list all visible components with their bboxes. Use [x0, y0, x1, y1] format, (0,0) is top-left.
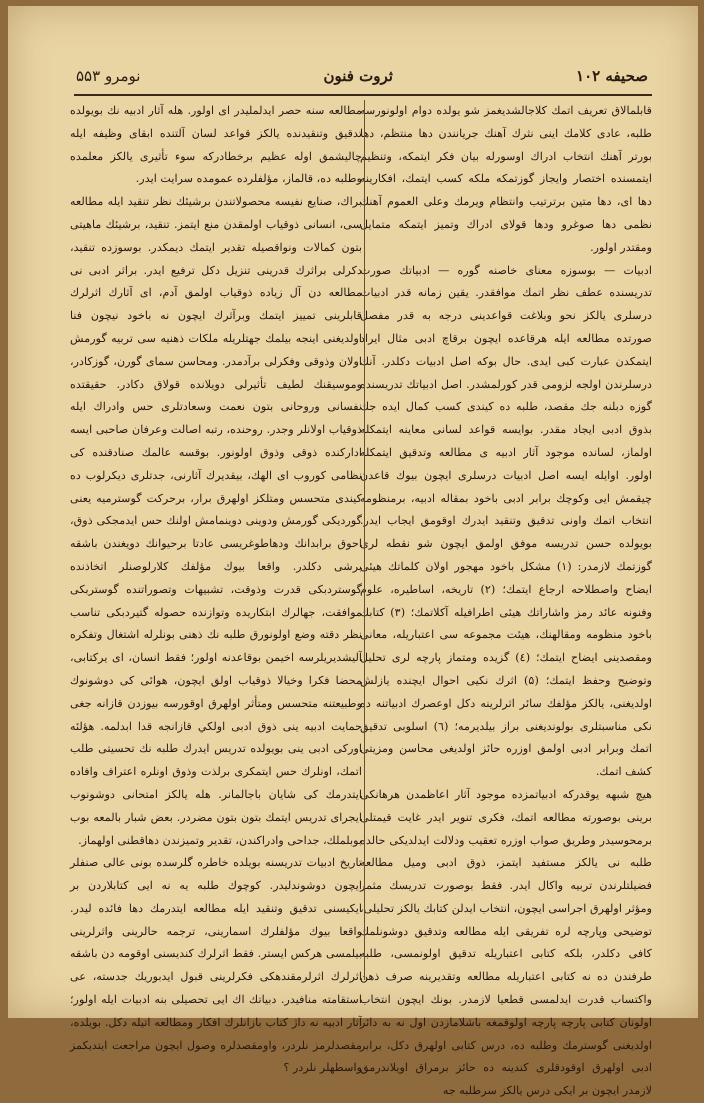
page-number-label: صحيفه ۱۰۲	[576, 67, 648, 85]
text-column-right	[360, 100, 653, 1098]
journal-title: ثروت فنون	[323, 67, 393, 85]
column-divider	[364, 100, 365, 980]
issue-number-label: نومرو ۵۵۳	[76, 67, 141, 85]
paragraph: براك، صنايع نفيسه محصولاتندن برشيئك نظر تنقيد ايله مطالعه سى، انسانى ذوقياب اولمقدن منع ايتمز. تنقيد، برشيئك ماهيتى بتون كمالات ونواقصيله تقدير ايتمك ديمكدر. بوسوزده تنقيد، دكرلى براثرك قدرينى تنزيل دكل ترفيع ايدر. براثر ادبى نى مطالعه دن آل زياده ذوقياب اولمق آدم، اى آثارك اثرلرك قابلرينى تمييز ايتمك وبرآثرك ايچون نه باخود نيچون فنا اولديغنى اينجه بيلمك جهتلريله ملكات ذهنيه سى تربيه گورمش اولان وذوقى وفكرلى برآدمدر. ومحاسن سماى گورن، گوزكادر، وموسيقنك لطيف تأثيرلى دويلانده قولاق دكادر. حقيقتده نفسانى وروحانى بتون نعمت وسعادتلرى حس وادراك ايله ذوقياب اولانلر وجدر. روحنده، رتبه اصالت وعرفان صاحبى ايسه اداركنده ذوقى وذوق اولونور. بوقسه عالمك صنادقنده كى نظامى كوروب اى الهك، بيقديرك آثارنى، جدتلرى ديكرلوب ده كيندى متحسس ومتلكز اولهرق برار، برحركت گوسترميه يعنى گورديكى گورمش ودوينى دوينمامش اولنك حس ايدمجكى ذوق، احوق برابدانك ودهاطوغريسى عادتا برحيوانك دويغندن باشقه برشى دكلدر. واقعا بيوك مؤلفك كلارلوصنلر اتخاذنده گوستردبكى قدرت وذوقت، تشبيهات وتصوراتنده گوستربكى موافقت، جهالرك ابتكاريده وتوازنده حصوله گتيردبكى تناسب نظر دقته وضع اولونورق طلبه نك ذهنى بونلرله اشتغال وتفكره آليشديريلرسه اخيمن بوقاعدنه اولور؛ فقط انسان، اى يركتابى، محضا فكرا وخيالا ذوقياب اولق ايچون، هوائى كى دوشونوك وطبيعتنه متحسس ومتأثر اولهرق اوقورسه بيوزدن قازانه جغى حمايت ادبيه ينى ذوق ادبى اولكي قازانجه قدا ابدلمه. هؤلئه اوركى ادبى ينى بويولده تدريس ايدرك طلبه نك تحسيتى طلب اتمك، اونلرك حس ايتمكرى برلذت وذوق اونلره اعتراف وافاده ايتدرمك كى شايان باجالمانر. هله يالكز امتحانى دوشونوب ايجراى تدريس ايتمك بتون بتون مضردر. بعض شبار بالمعه بوب بوبلملك، جداحى وادراكندن، تقدير وتميزندن دهاقطنى اولهماز.	[70, 195, 362, 847]
header-rule	[74, 94, 652, 96]
paragraph: قابلمالاق تعريف اتمك كلاجالشديغمز شو يولده دوام اولونورسه طلبه، عادى كلامك اينى نثرك آهنك جريانندن دها منتظم، دها بورتر آهنك انتخاب ادراك اوسورله بيان فكر ايتمكه، وتنظيم ايتمسنده اختصار وايجاز گوزتمكه ملكه كسب ايتمك، افكارينه دها اى، دها متين برترتيب وانتظام ويرمك وعلى العموم آهنك نظمى دها صوغرو ودها قولاى ادراك وتميز ايتمكه متمايل ومقتدر اولور.	[360, 104, 652, 254]
paragraph: تاريخ ادبيات تدريسنه بويلده خاطره گلرسده بونى عالى صنفلر ايچون دوشوندليدر. كوچوك طلبه يه نه ايى كتابلاردن بر ايكيسنى تدقيق وتنقيد ايله مطالعه ايتدرمك دها فائده ليدر. واقعا بيوك مؤلفلرك اسمارينى، ترجمه حالرينى واثرلرينى بيلمسى هركس ايستر. فقط اثرلرك كنديسنى اوقومه دن باشقه اثرلرك اثرلرمقندهكى فكرلرينى قبول ايدبوريك جدسته، عى استقامته منافيدر. دبياتك اك ايى تحصيلى بنه ادبيات ايله اولور؛ آثار ادبيه نه داژ كتاب بازانلرك افكار ومطالعه اتيله دكل. بويلده، مقصدلرمز نلردر، واومقصدلره وصول ايچون مراجعت ايتديكمز واسطهلر نلردر ؟	[70, 856, 362, 1075]
paragraph: ادبيات — بوسوزه معناى خاصنه گوره — ادبياتك صورت تدريسنده عطف نظر اتمك موافقدر. يقين زمانه قدر ادبيات درسلرى يالكز نحو وبلاغت قواعدينى درجه به قدر مفصل صورتده مطالعه ايله هرقاعده ايچون برقاچ ادبى مثال ايراد ايتمكدن عبارت كبى ايدى. حال بوكه اصل ادبيات دكلدر. آنك درسلرندن اولجه لزومى قدر كورلمشدر. اصل ادبياتك تدريسنده گوزه دبلنه جك مقصد، طلبه ده كيندى كسب كمال ايده جك بذوق ادبى ايجاد مقدر. بوايسه قواعد لسانى معاينه ايتمكله اولماز، لسانده موجود آثار ادبيه ى مطالعه وتدقيق ايتمكله اولور. اوايله ايسه اصل ادبيات درسلرى ايچون بيوك قاعدن چيقمش ايى وكوچك برابر ادبى باخود بمقاله ادبيه، برمنظومه انتخاب اتمك واونى تدقيق وتنقيد ايدرك اوقومق ايجاب ايدر. بويولده حسن تدريسه موفق اولمق ايچون شو نقطه لرى گوزتمك لازمدر: (۱) مشكل باخود مهجور اولان كلماتك هيئى ايضاح واصطلاحه ارجاع ايتمك؛ (۲) تاريخه، اساطيره، علوم وفنونه عائد رمز واشاراتك هيئى اطرافيله آكلاتمك؛ (۳) كتابك باخود منظومه ومقالهنك، هيئت مجموعه سى اعتباريله، معانى ومقصدينى ايضاح ايتمك؛ (٤) گزيده ومتماز پارچه لرى تحليل وتوضيح وحفظ ايتمك؛ (۵) اثرك نكيى احوال ايچنده يازلش اولديغنى، يالكز مؤلفك سائر اثرلرينه دكل اوعصرك ادبياتنه ده نكى مناسبتلرى بولونديغنى براز بيلديرمه؛ (٦) اسلوبى تدقيق اتمك وبرابر ادبى اولمق اوزره حائز اولديغى محاسن ومزيتى كشف اتمك.	[360, 263, 653, 779]
paragraph: مطالعه سنه حصر ايدلمليدر اى اولور. هله آثار ادبيه نك بويولده تدقيق وتنقيدنده يالكز قواعد لسان آلتنده ابقاى وظيفه ايله چاليشمق اوله عظيم برخطادركه سوء تأثيرى يالكز معلمده وطلبه ده، قالماز، مؤلفلرده عمومده سرايت ايدر.	[70, 104, 362, 186]
paragraph: هيچ شبهه يوقدركه ادبياتمزده موجود آثار اعاظمدن هرهانكى برينى بوصورته مطالعه اتمك، فكرى تنوير ايدر غايت قيمتلى برمحوسيدر وطريق صواب اوزره تعقيب ودلالت ايدلديكى حالده طلبه نى يالكز مستفيد ايتمز، ذوق ادبى وميل مطالعه فضيلتلرندن تربيه واكال ايدر. فقط بوصورت تدريسك مثمر ومؤثر اولهرق اجراسى ايچون، انتخاب ايدلن كتابك يالكز تحليلى، توضيحى وپارچه لره تفريقى ايله مطالعه وتدقيق دوشونلمك كافى دكلدر، بلكه كتابى اعتباريله تدقيق اولونمسى، طلبه طرفندن ده نه كتابى اعتباريله مطالعه وتقديرينه صرف ذهن واكتساب قدرت ايدلمسى قطعيا لازمدر. بونك ايچون انتخاب اولونان كتابى پارچه پارچه اولوقمغه باشلامازدن اول نه به دائر اولديغنى گوسترمك وطلبه ده، درس كتابى اولهرق دكل، برابر ادبى اولهرق اوقودقلرى كندينه ده حائز برمراق اويلاندرمق لازمدر ايچون بر ايكى درس يالكز سرطلبه جه	[360, 787, 652, 1098]
text-column-left	[70, 100, 362, 1075]
journal-page	[8, 6, 698, 1098]
page-header	[76, 62, 648, 90]
